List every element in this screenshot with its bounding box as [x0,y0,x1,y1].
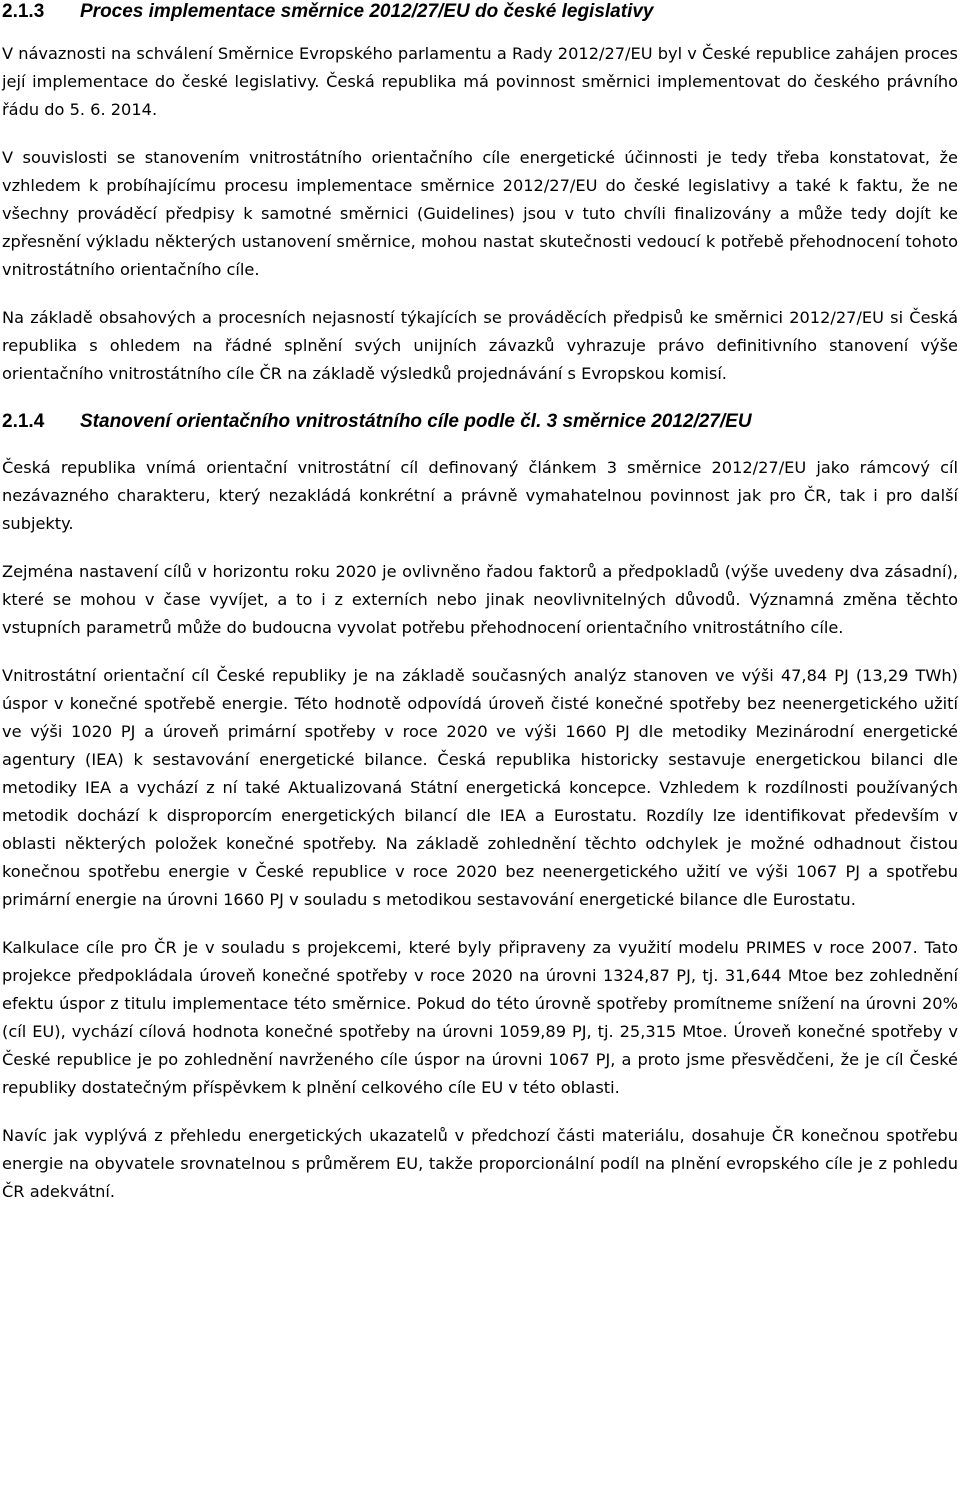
section-title: Proces implementace směrnice 2012/27/EU do české legislativy [80,1,654,22]
section-number: 2.1.4 [2,411,45,432]
paragraph: Na základě obsahových a procesních nejasností týkajících se prováděcích předpisů ke směrnici 2012/27/EU si Česká republika s ohledem na řádné splnění svých unijních závazků vyhrazuje právo definitivního stanovení výše orientačního vnitrostátního cíle ČR na základě výsledků projednávání s Evropskou komisí. [2,308,958,383]
paragraph: V souvislosti se stanovením vnitrostátního orientačního cíle energetické účinnosti je tedy třeba konstatovat, že vzhledem k probíhajícímu procesu implementace směrnice 2012/27/EU do české legislativy a také k faktu, že ne všechny prováděcí předpisy k samotné směrnici (Guidelines) jsou v tuto chvíli finalizovány a může tedy dojít ke zpřesnění výkladu některých ustanovení směrnice, mohou nastat skutečnosti vedoucí k potřebě přehodnocení tohoto vnitrostátního orientačního cíle. [2,148,958,279]
section-heading [2,410,958,434]
paragraph: V návaznosti na schválení Směrnice Evropského parlamentu a Rady 2012/27/EU byl v České republice zahájen proces její implementace do české legislativy. Česká republika má povinnost směrnici implementovat do českého právního řádu do 5. 6. 2014. [2,44,958,119]
paragraph: Vnitrostátní orientační cíl České republiky je na základě současných analýz stanoven ve výši 47,84 PJ (13,29 TWh) úspor v konečné spotřebě energie. Této hodnotě odpovídá úroveň čisté konečné spotřeby bez neenergetického užití ve výši 1020 PJ a úroveň primární spotřeby v roce 2020 ve výši 1660 PJ dle metodiky Mezinárodní energetické agentury (IEA) k sestavování energetické bilance. Česká republika historicky sestavuje energetickou bilanci dle metodiky IEA a vychází z ní také Aktualizovaná Státní energetická koncepce. Vzhledem k rozdílnosti používaných metodik dochází k disproporcím energetických bilancí dle IEA a Eurostatu. Rozdíly lze identifikovat především v oblasti některých položek konečné spotřeby. Na základě zohlednění těchto odchylek je možné odhadnout čistou konečnou spotřebu energie v České republice v roce 2020 bez neenergetického užití ve výši 1067 PJ a spotřebu primární energie na úrovni 1660 PJ v souladu s metodikou sestavování energetické bilance dle Eurostatu. [2,666,958,909]
section-title: Stanovení orientačního vnitrostátního cíle podle čl. 3 směrnice 2012/27/EU [80,411,752,432]
paragraph: Zejména nastavení cílů v horizontu roku 2020 je ovlivněno řadou faktorů a předpokladů (výše uvedeny dva zásadní), které se mohou v čase vyvíjet, a to i z externích nebo jinak neovlivnitelných důvodů. Významná změna těchto vstupních parametrů může do budoucna vyvolat potřebu přehodnocení orientačního vnitrostátního cíle. [2,562,958,637]
section-heading [2,0,958,24]
section-number: 2.1.3 [2,1,45,22]
paragraph: Navíc jak vyplývá z přehledu energetických ukazatelů v předchozí části materiálu, dosahuje ČR konečnou spotřebu energie na obyvatele srovnatelnou s průměrem EU, takže proporcionální podíl na plnění evropského cíle je z pohledu ČR adekvátní. [2,1126,958,1201]
paragraph: Česká republika vnímá orientační vnitrostátní cíl definovaný článkem 3 směrnice 2012/27/EU jako rámcový cíl nezávazného charakteru, který nezakládá konkrétní a právně vymahatelnou povinnost jak pro ČR, tak i pro další subjekty. [2,458,958,533]
paragraph: Kalkulace cíle pro ČR je v souladu s projekcemi, které byly připraveny za využití modelu PRIMES v roce 2007. Tato projekce předpokládala úroveň konečné spotřeby v roce 2020 na úrovni 1324,87 PJ, tj. 31,644 Mtoe bez zohlednění efektu úspor z titulu implementace této směrnice. Pokud do této úrovně spotřeby promítneme snížení na úrovni 20% (cíl EU), vychází cílová hodnota konečné spotřeby na úrovni 1059,89 PJ, tj. 25,315 Mtoe. Úroveň konečné spotřeby v České republice je po zohlednění navrženého cíle úspor na úrovni 1067 PJ, a proto jsme přesvědčeni, že je cíl České republiky dostatečným příspěvkem k plnění celkového cíle EU v této oblasti. [2,938,958,1097]
